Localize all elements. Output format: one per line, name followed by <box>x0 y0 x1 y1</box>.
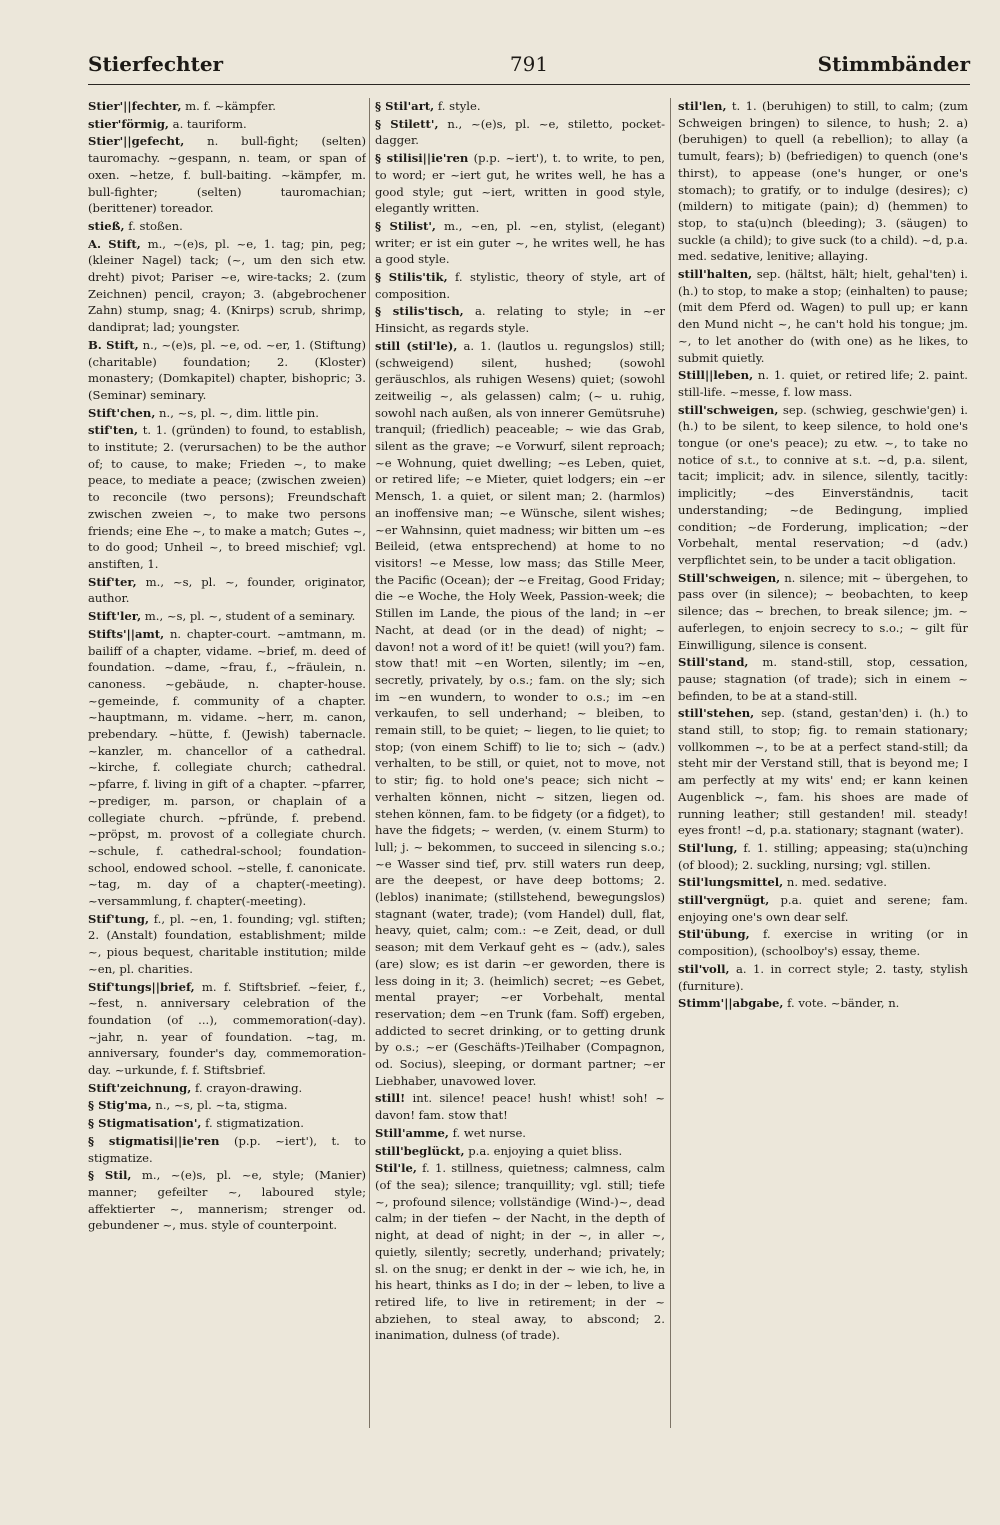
dictionary-entry <box>88 911 366 978</box>
headword: § Stil, <box>88 1168 132 1183</box>
dictionary-entry <box>88 98 366 115</box>
headword: § Stilis'tik, <box>375 270 448 285</box>
dictionary-entry <box>88 1115 366 1132</box>
definition: n. bull-fight; (selten) tauromachy. ~gespann, n. team, or span of oxen. ~hetze, f. bull-baiting. ~kämpfer, m. bull-fighter; (selten) tauromachian; (berittener) toreador. <box>88 134 366 216</box>
headword: § Stigmatisation', <box>88 1116 202 1131</box>
dictionary-entry <box>375 338 665 1090</box>
definition: n. silence; mit ~ übergehen, to pass over (in silence); ~ beobachten, to keep silence; das ~ brechen, to break silence; jm. ~ auferlegen, to enjoin secrecy to s.o.; ~ gilt für Einwilligung, silence is consent. <box>678 570 968 652</box>
headword: stieß, <box>88 218 125 233</box>
headword: Stifts'||amt, <box>88 626 165 641</box>
definition: f., pl. ~en, 1. founding; vgl. stiften; 2. (Anstalt) foundation, establishment; milde ~, pious bequest, charitable institution; milde ~en, pl. charities. <box>88 911 366 976</box>
dictionary-entry <box>88 1167 366 1234</box>
headword: B. Stift, <box>88 337 139 352</box>
dictionary-entry <box>678 98 968 265</box>
dictionary-entry <box>678 654 968 704</box>
headword: stif'ten, <box>88 423 139 438</box>
dictionary-entry <box>375 1143 665 1160</box>
definition: m., ~en, pl. ~en, stylist, (elegant) writer; er ist ein guter ~, he writes well, he has a good style. <box>375 218 665 267</box>
headword: § Stilett', <box>375 116 439 131</box>
headword: Stif'tungs||brief, <box>88 979 195 994</box>
definition: n. med. sedative. <box>783 875 887 890</box>
headword: Still||leben, <box>678 368 754 383</box>
definition: m. stand-still, stop, cessation, pause; stagnation (of trade); sich in einem ~ befinden, to be at a stand-still. <box>678 655 968 703</box>
headword: still (stil'le), <box>375 338 458 353</box>
definition: sep. (hältst, hält; hielt, gehal'ten) i. (h.) to stop, to make a stop; (einhalten) to pause; (mit dem Pferd od. Wagen) to pull up; er kann den Mund nicht ~, he can't hold his tongue; jm. ~, to let another do (with one) as he likes, to submit quietly. <box>678 267 968 365</box>
headword: Stif'ter, <box>88 574 137 589</box>
definition: p.a. enjoying a quiet bliss. <box>464 1143 623 1158</box>
definition: f. crayon-drawing. <box>191 1080 303 1095</box>
dictionary-entry <box>678 926 968 959</box>
definition: m. f. Stiftsbrief. ~feier, f., ~fest, n. anniversary celebration of the foundation (of ...), commemoration(-day). ~jahr, n. year of foundation. ~tag, m. anniversary, founder's day, commemoration-day. ~urkunde, f. f. Stiftsbrief. <box>88 979 366 1078</box>
running-head-left: Stierfechter <box>88 52 224 76</box>
dictionary-entry <box>678 840 968 873</box>
dictionary-entry <box>375 116 665 149</box>
headword: Stift'ler, <box>88 609 142 624</box>
dictionary-entry <box>678 367 968 400</box>
headword: § Stil'art, <box>375 99 435 113</box>
definition: f. stylistic, theory of style, art of composition. <box>375 270 665 301</box>
definition: n., ~s, pl. ~ta, stigma. <box>151 1098 288 1113</box>
dictionary-entry <box>88 337 366 404</box>
dictionary-entry <box>678 874 968 891</box>
definition: m. f. ~kämpfer. <box>181 99 276 113</box>
dictionary-entry <box>88 1080 366 1097</box>
definition: m., ~s, pl. ~, founder, originator, author. <box>88 574 366 606</box>
definition: a. tauriform. <box>168 116 247 131</box>
headword: A. Stift, <box>88 236 141 251</box>
headword: Stier'||gefecht, <box>88 134 185 149</box>
definition: n., ~(e)s, pl. ~e, od. ~er, 1. (Stiftung) (charitable) foundation; 2. (Kloster) monastery; (Domkapitel) chapter, bishopric; 3. (Seminar) seminary. <box>88 337 366 402</box>
dictionary-entry <box>375 269 665 302</box>
dictionary-entry <box>678 892 968 925</box>
column-3 <box>678 98 968 1428</box>
definition: m., ~(e)s, pl. ~e, 1. tag; pin, peg; (kleiner Nagel) tack; (~, um den sich etw. dreht) pivot; Pariser ~e, wire-tacks; 2. (zum Zeichnen) pencil, crayon; 3. (abgebrochener Zahn) stump, snag; 4. (Knirps) scrub, shrimp, dandiprat; lad; youngster. <box>88 236 366 335</box>
definition: f. vote. ~bänder, n. <box>783 996 900 1011</box>
headword: § Stilist', <box>375 218 436 233</box>
dictionary-entry <box>88 236 366 336</box>
headword: still'halten, <box>678 267 753 282</box>
definition: n. 1. quiet, or retired life; 2. paint. still-life. ~messe, f. low mass. <box>678 368 968 399</box>
dictionary-entry <box>375 150 665 217</box>
headword: Still'stand, <box>678 655 749 670</box>
definition: t. 1. (gründen) to found, to establish, to institute; 2. (verursachen) to be the author of; to cause, to make; Frieden ~, to make peace, to mediate a peace; (zwischen zweien) to reconcile (two persons); Freundschaft zwischen zweien ~, to make two persons friends; eine Ehe ~, to make a match; Gutes ~, to do good; Unheil ~, to breed mischief; vgl. anstiften, 1. <box>88 423 366 571</box>
definition: m., ~(e)s, pl. ~e, style; (Manier) manner; gefeilter ~, laboured style; affektierter ~, mannerism; strenger od. gebundener ~, mus. style of counterpoint. <box>88 1168 366 1233</box>
dictionary-entry <box>88 422 366 572</box>
dictionary-entry <box>88 133 366 217</box>
definition: a. relating to style; in ~er Hinsicht, as regards style. <box>375 304 665 336</box>
dictionary-entry <box>88 574 366 607</box>
headword: § stigmatisi||ie'ren <box>88 1133 220 1148</box>
dictionary-entry <box>375 303 665 336</box>
definition: f. exercise in writing (or in composition), (schoolboy's) essay, theme. <box>678 927 968 959</box>
definition: p.a. quiet and serene; fam. enjoying one's own dear self. <box>678 893 968 924</box>
headword: § stilisi||ie'ren <box>375 151 469 166</box>
definition: (p.p. ~iert'), t. to write, to pen, to word; er ~iert gut, he writes well, he has a good style; gut ~iert, written in good style, elegantly written. <box>375 151 665 216</box>
definition: a. 1. in correct style; 2. tasty, stylish (furniture). <box>678 961 968 993</box>
definition: n. chapter-court. ~amtmann, m. bailiff of a chapter, vidame. ~brief, m. deed of foundation. ~dame, ~frau, f., ~fräulein, n. canoness. ~gebäude, n. chapter-house. ~gemeinde, f. community of a chapter. ~hauptmann, m. vidame. ~herr, m. canon, prebendary. ~hütte, f. (Jewish) tabernacle. ~kanzler, m. chancellor of a cathedral. ~kirche, f. collegiate church; cathedral. ~pfarre, f. living in gift of a chapter. ~pfarrer, ~prediger, m. parson, or chaplain of a collegiate church. ~pfründe, f. prebend. ~pröpst, m. provost of a collegiate church. ~schule, f. cathedral-school; foundation-school, endowed school. ~stelle, f. canonicate. ~tag, m. day of a chapter(-meeting). ~versammlung, f. chapter(-meeting). <box>88 626 366 909</box>
definition: f. stoßen. <box>124 218 183 233</box>
definition: f. stigmatization. <box>201 1116 304 1131</box>
headword: Stil'übung, <box>678 927 750 942</box>
headword: § Stig'ma, <box>88 1098 152 1113</box>
headword: Stif'tung, <box>88 911 150 926</box>
column-1 <box>88 98 366 1428</box>
definition: f. wet nurse. <box>448 1125 526 1140</box>
dictionary-entry <box>88 1133 366 1166</box>
headword: still'vergnügt, <box>678 893 770 908</box>
column-rule <box>369 98 370 1428</box>
headword: Still'amme, <box>375 1125 449 1140</box>
definition: m., ~s, pl. ~, student of a seminary. <box>141 609 356 624</box>
dictionary-entry <box>88 979 366 1079</box>
headword: stil'len, <box>678 99 727 113</box>
dictionary-entry <box>88 116 366 133</box>
definition: t. 1. (beruhigen) to still, to calm; (zum Schweigen bringen) to silence, to hush; 2. a) (beruhigen) to quell (a rebellion); to allay (a tumult, fears); b) (befriedigen) to quench (one's thirst), to appease (one's hunger, or one's stomach); to gratify, or to indulge (desires); c) (mildern) to mitigate (pain); d) (hemmen) to stop, to sta(u)nch (bleeding); 3. (säugen) to suckle (a child); to give suck (to a child). ~d, p.a. med. sedative, lenitive; allaying. <box>678 99 968 264</box>
definition: f. 1. stilling; appeasing; sta(u)nching (of blood); 2. suckling, nursing; vgl. stillen. <box>678 840 968 872</box>
definition: f. style. <box>434 99 481 113</box>
dictionary-entry <box>375 1125 665 1142</box>
dictionary-entry <box>678 266 968 366</box>
dictionary-entry <box>375 98 665 115</box>
column-2 <box>375 98 665 1428</box>
headword: Stimm'||abgabe, <box>678 996 784 1011</box>
headword: still! <box>375 1091 406 1106</box>
dictionary-entry <box>88 405 366 422</box>
dictionary-entry <box>375 1090 665 1123</box>
dictionary-entry <box>678 570 968 654</box>
dictionary-entry <box>88 1097 366 1114</box>
headword: still'stehen, <box>678 706 755 721</box>
headword: § stilis'tisch, <box>375 304 464 319</box>
definition: n., ~(e)s, pl. ~e, stiletto, pocket-dagger. <box>375 116 665 148</box>
headword: stier'förmig, <box>88 116 169 131</box>
dictionary-entry <box>88 218 366 235</box>
headword: stil'voll, <box>678 961 730 976</box>
headword: Stift'chen, <box>88 405 156 420</box>
headword: still'beglückt, <box>375 1143 465 1158</box>
dictionary-entry <box>678 705 968 839</box>
headword: Stil'lung, <box>678 840 738 855</box>
dictionary-entry <box>375 218 665 268</box>
definition: f. 1. stillness, quietness; calmness, calm (of the sea); silence; tranquillity; vgl. still; tiefe ~, profound silence; vollständige (Wind-)~, dead calm; in der tiefen ~ der Nacht, in the depth of night, at dead of night; in der ~, in aller ~, quietly, silently; secretly, underhand; privately; sl. on the snug; er denkt in der ~ wie ich, he, in his heart, thinks as I do; in der ~ leben, to live a retired life, to live in retirement; in der ~ abziehen, to steal away, to abscond; 2. inanimation, dulness (of trade). <box>375 1161 665 1343</box>
definition: (p.p. ~iert'), t. to stigmatize. <box>88 1133 366 1165</box>
headword: Stil'lungsmittel, <box>678 875 784 890</box>
dictionary-entry <box>678 995 968 1012</box>
definition: int. silence! peace! hush! whist! soh! ~ davon! fam. stow that! <box>375 1091 665 1123</box>
running-head-right: Stimmbänder <box>817 52 970 76</box>
headword: Stier'||fechter, <box>88 99 182 113</box>
definition: n., ~s, pl. ~, dim. little pin. <box>155 405 319 420</box>
headword: still'schweigen, <box>678 402 779 417</box>
definition: sep. (schwieg, geschwie'gen) i. (h.) to be silent, to keep silence, to hold one's tongue (or one's peace); zu etw. ~, to take no notice of s.t., to connive at s.t. ~d, p.a. silent, tacit; implicit; adv. in silence, silently, tacitly: implicitly; ~des Einverständnis, tacit understanding; ~de Bedingung, implied condition; ~de Forderung, implication; ~der Vorbehalt, mental reservation; ~d (adv.) verpflichtet sein, to be under a tacit obligation. <box>678 402 968 567</box>
dictionary-entry <box>88 626 366 910</box>
headword: Stift'zeichnung, <box>88 1080 192 1095</box>
definition: a. 1. (lautlos u. regungslos) still; (schweigend) silent, hushed; (sowohl geräuschlos, als ruhigen Wesens) quiet; (sowohl zeitweilig ~, als gelassen) calm; (~ u. ruhig, sowohl nach außen, als von innerer Gemütsruhe) tranquil; (friedlich) peaceable; ~ wie das Grab, silent as the grave; ~e Vorwurf, silent reproach; ~e Wohnung, quiet dwelling; ~es Leben, quiet, or retired life; ~e Mieter, quiet lodgers; ein ~er Mensch, 1. a quiet, or silent man; 2. (harmlos) an inoffensive man; ~e Wünsche, silent wishes; ~er Wahnsinn, quiet madness; wir bitten um ~es Beileid, (etwa entsprechend) at home to no visitors! ~e Messe, low mass; das Stille Meer, the Pacific (Ocean); der ~e Freitag, Good Friday; die ~e Woche, the Holy Week, Passion-week; die Stillen im Lande, the pious of the land; in ~er Nacht, at dead (or in the dead) of night; ~ davon! not a word of it! be quiet! (will you?) fam. stow that! mit ~en Worten, silently; im ~en, secretly, privately, by o.s.; fam. on the sly; sich im ~en wundern, to wonder to o.s.; im ~en verkaufen, to sell underhand; ~ bleiben, to remain still, to be quiet; ~ liegen, to lie quiet; to stop; (von einem Schiff) to lie to; sich ~ (adv.) verhalten, to be still, or quiet, not to move, not to stir; fig. to hold one's peace; sich nicht ~ verhalten können, nicht ~ sitzen, liegen od. stehen können, fam. to be fidgety (or a fidget), to have the fidgets; ~ werden, (v. einem Sturm) to lull; j. ~ bekommen, to succeed in silencing s.o.; ~e Wasser sind tief, prv. still waters run deep, are the deepest, or have deep bottoms; 2. (leblos) inanimate; (stillstehend, bewegungslos) stagnant (water, trade); (vom Handel) dull, flat, heavy, quiet, calm; com.: ~e Zeit, dead, or dull season; mit dem Verkauf geht es ~ (adv.), sales (are) slow; es ist darin ~er geworden, there is less doing in it; 3. (heimlich) secret; ~es Gebet, mental prayer; ~er Vorbehalt, mental reservation; dem ~en Trunk (fam. Soff) ergeben, addicted to secret drinking, or to getting drunk by o.s.; ~er (Geschäfts-)Teilhaber (Compagnon, od. Socius), sleeping, or dormant partner; ~er Liebhaber, unavowed lover. <box>375 338 665 1088</box>
definition: sep. (stand, gestan'den) i. (h.) to stand still, to stop; fig. to remain stationary; vollkommen ~, to be at a perfect stand-still; da steht mir der Verstand still, that is beyond me; I am perfectly at my wits' end; er kann keinen Augenblick ~, fam. his shoes are made of running leather; still gestanden! mil. steady! eyes front! ~d, p.a. stationary; stagnant (water). <box>678 706 968 838</box>
column-rule <box>670 98 671 1428</box>
headword: Still'schweigen, <box>678 570 781 585</box>
page-number: 791 <box>509 52 549 76</box>
dictionary-entry <box>88 608 366 625</box>
dictionary-entry <box>678 961 968 994</box>
page-header <box>88 48 970 85</box>
dictionary-entry <box>375 1160 665 1344</box>
dictionary-entry <box>678 402 968 569</box>
headword: Stil'le, <box>375 1161 417 1176</box>
